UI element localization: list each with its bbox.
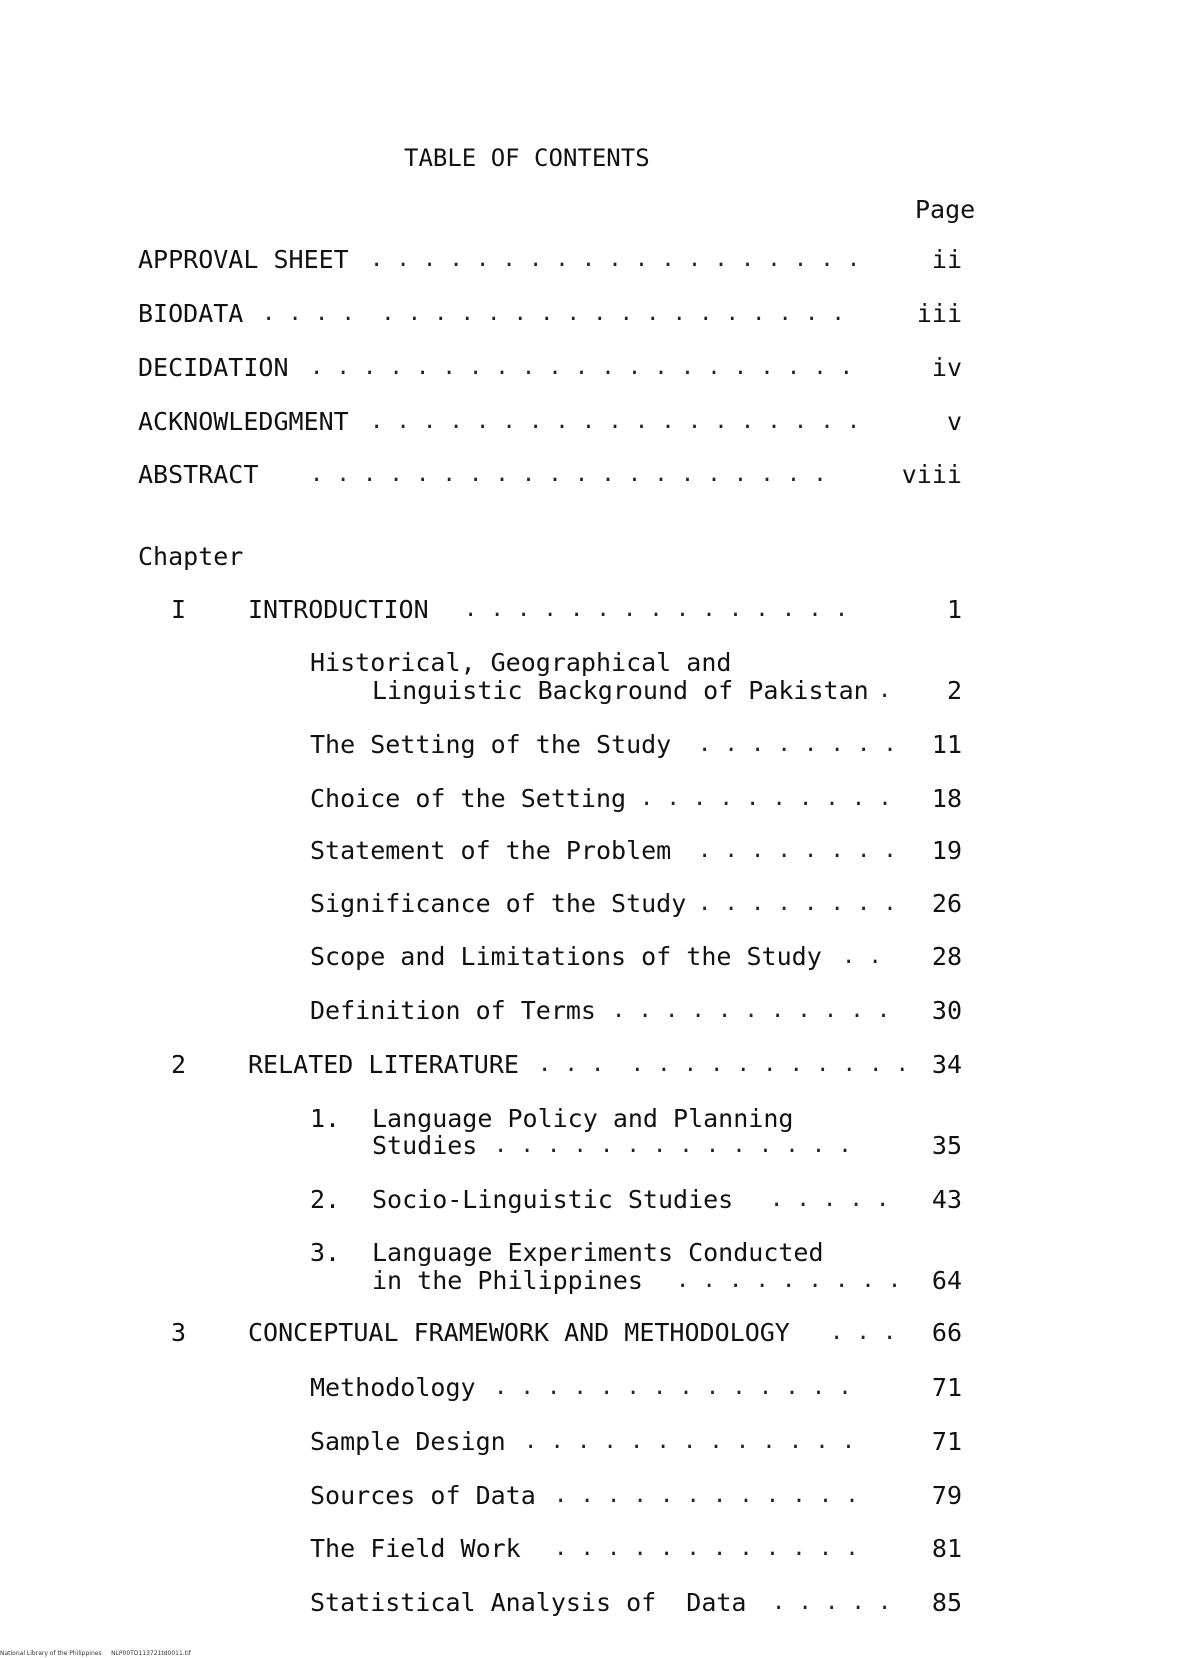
toc-entry-label: The Setting of the Study [310,730,672,759]
toc-entry-label-continued: Studies [372,1131,478,1160]
chapter-number: 3 [171,1318,187,1347]
toc-entry-label: ABSTRACT [138,460,259,489]
leader-dots: . . . . . [770,1187,890,1212]
toc-entry-page: 26 [931,889,962,918]
leader-dots: . . . . . . . . . . . . . . . . . . . [370,409,861,434]
section-number: 2. [310,1185,341,1214]
leader-dots: . . . . . . . . . . . . . . . . . . . . [310,462,827,487]
toc-entry-page: 34 [931,1050,962,1079]
leader-dots: . . . [830,1320,897,1345]
leader-dots: . . . . . . . . . [676,1268,902,1293]
toc-entry-label: Statement of the Problem [310,836,672,865]
section-number: 3. [310,1238,341,1267]
toc-entry-label: Socio-Linguistic Studies [372,1185,734,1214]
leader-dots: . . . . . . . . . . . . . . . . . . . [370,247,861,272]
leader-dots: . . . . . . . . . . . . . . . . . . . . . . [262,301,845,326]
leader-dots: . . . . . . . . . . . . [554,1483,859,1508]
leader-dots: . . . . . . . . [698,732,897,757]
toc-entry-page: ii [931,245,962,274]
toc-entry-label: RELATED LITERATURE [248,1050,519,1079]
section-number: 1. [310,1104,341,1133]
toc-entry-label: DECIDATION [138,353,289,382]
toc-entry-label: BIODATA [138,299,244,328]
toc-entry-page: 85 [931,1588,962,1617]
leader-dots: . . . . . . . . . . . . [554,1536,859,1561]
leader-dots: . [878,678,892,703]
toc-entry-label: Sample Design [310,1427,506,1456]
toc-entry-label-continued: Linguistic Background of Pakistan [372,676,869,705]
toc-entry-label: Choice of the Setting [310,784,627,813]
leader-dots: . . . . . . . . [698,838,897,863]
toc-entry-page: 43 [931,1185,962,1214]
toc-entry-label: Significance of the Study [310,889,687,918]
leader-dots: . . . . . [772,1590,892,1615]
toc-entry-page: viii [901,460,962,489]
chapter-number: I [171,595,187,624]
page-column-header: Page [915,195,976,224]
leader-dots: . . . . . . . . [698,891,897,916]
leader-dots: . . . . . . . . . . [640,786,892,811]
leader-dots: . . . . . . . . . . . . . [524,1429,856,1454]
toc-entry-page: 30 [931,996,962,1025]
toc-entry-page: 2 [946,676,962,705]
leader-dots: . . [842,944,882,969]
toc-entry-page: iii [916,299,962,328]
toc-entry-page: 71 [931,1373,962,1402]
toc-entry-page: 66 [931,1318,962,1347]
chapter-header: Chapter [138,542,244,571]
leader-dots: . . . . . . . . . . . . . . [494,1133,852,1158]
page-title: TABLE OF CONTENTS [404,144,650,172]
toc-entry-label: The Field Work [310,1534,521,1563]
toc-entry-page: 11 [931,730,962,759]
toc-entry-label: Statistical Analysis of Data [310,1588,747,1617]
toc-entry-page: 35 [931,1131,962,1160]
leader-dots: . . . . . . . . . . . . . . . . . . . . . [310,355,854,380]
leader-dots: . . . . . . . . . . . . . . . [464,597,849,622]
toc-entry-page: 71 [931,1427,962,1456]
toc-entry-page: 81 [931,1534,962,1563]
leader-dots: . . . . . . . . . . . [612,998,891,1023]
toc-entry-label: Language Policy and Planning [372,1104,794,1133]
toc-entry-label: APPROVAL SHEET [138,245,349,274]
toc-entry-label: INTRODUCTION [248,595,429,624]
toc-entry-page: 1 [946,595,962,624]
leader-dots: . . . . . . . . . . . . . . [494,1375,852,1400]
toc-entry-page: 64 [931,1266,962,1295]
toc-entry-label: Historical, Geographical and [310,648,732,677]
scan-footer: National Library of the Philippines NLP00TD113721td0011.tif [0,1650,191,1657]
toc-entry-page: 79 [931,1481,962,1510]
toc-entry-label: Definition of Terms [310,996,596,1025]
toc-entry-label: Language Experiments Conducted [372,1238,824,1267]
toc-entry-label: ACKNOWLEDGMENT [138,407,349,436]
toc-entry-label: Methodology [310,1373,476,1402]
chapter-number: 2 [171,1050,187,1079]
toc-entry-page: iv [931,353,962,382]
toc-entry-page: 28 [931,942,962,971]
toc-entry-label: Sources of Data [310,1481,536,1510]
toc-entry-label: CONCEPTUAL FRAMEWORK AND METHODOLOGY [248,1318,790,1347]
toc-entry-label: Scope and Limitations of the Study [310,942,822,971]
leader-dots: . . . . . . . . . . . . . . [538,1052,909,1077]
toc-entry-label-continued: in the Philippines [372,1266,643,1295]
toc-entry-page: 19 [931,836,962,865]
toc-entry-page: 18 [931,784,962,813]
toc-entry-page: v [946,407,962,436]
